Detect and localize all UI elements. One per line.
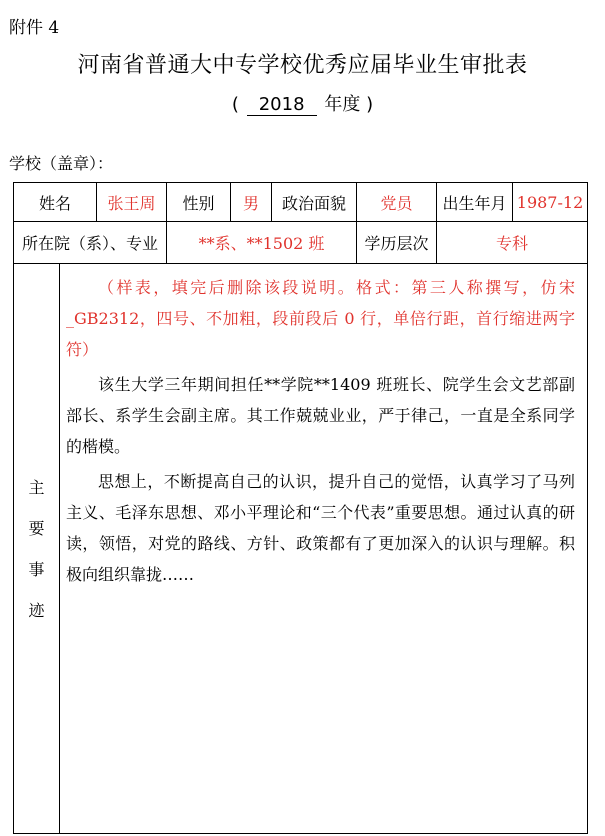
template-instruction-note: （样表，填完后删除该段说明。格式：第三人称撰写，仿宋_GB2312，四号、不加粗，段前段后 0 行，单倍行距，首行缩进两字符） (66, 278, 576, 359)
deeds-label-char: 主 (28, 477, 45, 497)
deeds-label-char: 要 (28, 518, 45, 538)
deeds-label-char: 事 (28, 559, 45, 579)
department-label: 所在院（系）、专业 (14, 222, 167, 264)
school-seal-label: 学校（盖章）： (9, 154, 114, 173)
deeds-label (14, 264, 60, 834)
education-label: 学历层次 (357, 222, 437, 264)
politics-label: 政治面貌 (272, 183, 357, 222)
form-row-deeds (14, 264, 588, 834)
education-value: 专科 (437, 222, 588, 264)
deeds-paragraph: 该生大学三年期间担任**学院**1409 班班长、院学生会文艺部副部长、系学生会副主席。其工作兢兢业业，严于律己，一直是全系同学的楷模。 (66, 375, 576, 456)
page-title: 河南省普通大中专学校优秀应届毕业生审批表 (77, 53, 528, 78)
deeds-label-char: 迹 (28, 600, 45, 620)
year-line (0, 90, 605, 116)
birth-label: 出生年月 (437, 183, 513, 222)
department-value: **系、**1502 班 (167, 222, 357, 264)
deeds-content (60, 264, 588, 834)
year-suffix: 年度 (324, 94, 361, 115)
name-label: 姓名 (14, 183, 97, 222)
form-row-department (14, 222, 588, 264)
gender-value: 男 (231, 183, 272, 222)
gender-label: 性别 (167, 183, 231, 222)
year-close-paren: ) (366, 94, 374, 115)
year-value: 2018 (247, 95, 317, 116)
attachment-label: 附件 4 (9, 18, 60, 38)
politics-value: 党员 (357, 183, 437, 222)
birth-value: 1987-12 (513, 183, 588, 222)
name-value: 张王周 (97, 183, 167, 222)
deeds-paragraph: 思想上，不断提高自己的认识，提升自己的觉悟，认真学习了马列主义、毛泽东思想、邓小平理论和“三个代表”重要思想。通过认真的研读，领悟，对党的路线、方针、政策都有了更加深入的认识与理解。积极向组织靠拢…… (66, 472, 576, 584)
year-open-paren: ( (231, 94, 239, 115)
approval-form-table (13, 182, 588, 834)
form-row-basic (14, 183, 588, 222)
